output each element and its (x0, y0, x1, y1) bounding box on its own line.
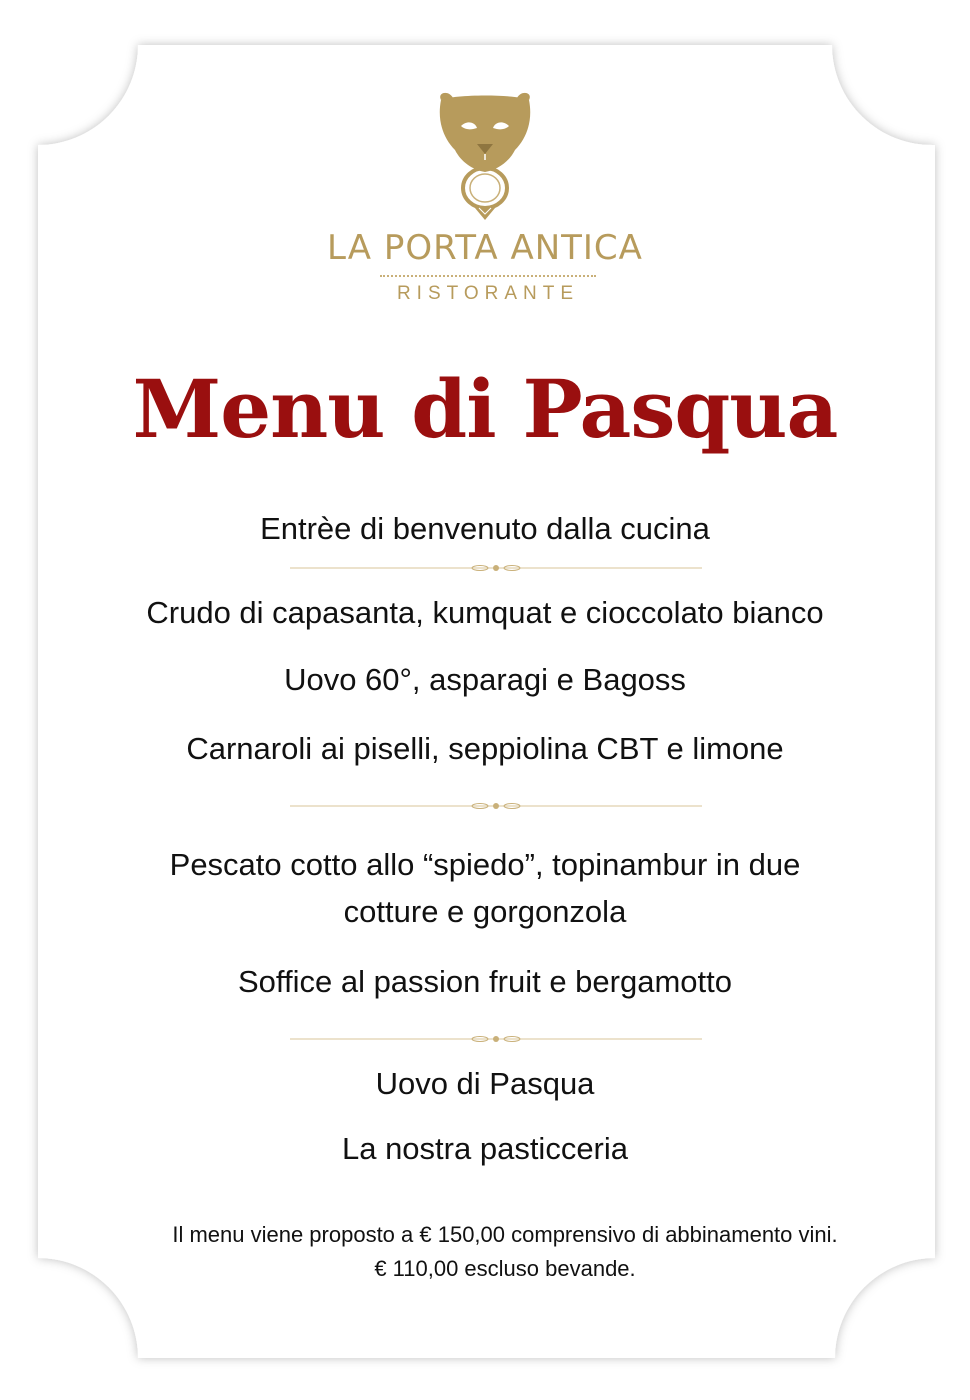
menu-item-welcome: Entrèe di benvenuto dalla cucina (260, 511, 710, 546)
menu-title: Menu di Pasqua (132, 362, 838, 456)
menu-item-dessert-2: La nostra pasticceria (341, 1131, 629, 1166)
lion-head-door-knocker-icon (435, 92, 535, 222)
menu-item-course-3: Carnaroli ai piselli, seppiolina CBT e limone (186, 731, 784, 766)
menu-item-course-5: Soffice al passion fruit e bergamotto (238, 964, 732, 999)
ornament-divider (290, 801, 702, 811)
price-note-secondary: € 110,00 escluso bevande. (374, 1256, 636, 1281)
menu-item-course-4-line-2: cotture e gorgonzola (343, 894, 627, 929)
menu-item-course-1: Crudo di capasanta, kumquat e cioccolato bianco (146, 595, 824, 630)
ornament-divider (290, 563, 702, 573)
menu-item-course-2: Uovo 60°, asparagi e Bagoss (284, 662, 686, 697)
brand-name: LA PORTA ANTICA (327, 228, 643, 268)
ornament-divider (290, 1034, 702, 1044)
brand-divider (380, 275, 596, 277)
brand-subtitle: RISTORANTE (396, 283, 580, 304)
menu-item-dessert-1: Uovo di Pasqua (375, 1066, 595, 1101)
menu-item-course-4-line-1: Pescato cotto allo “spiedo”, topinambur in due (169, 847, 801, 882)
price-note: Il menu viene proposto a € 150,00 comprensivo di abbinamento vini. (172, 1222, 838, 1247)
